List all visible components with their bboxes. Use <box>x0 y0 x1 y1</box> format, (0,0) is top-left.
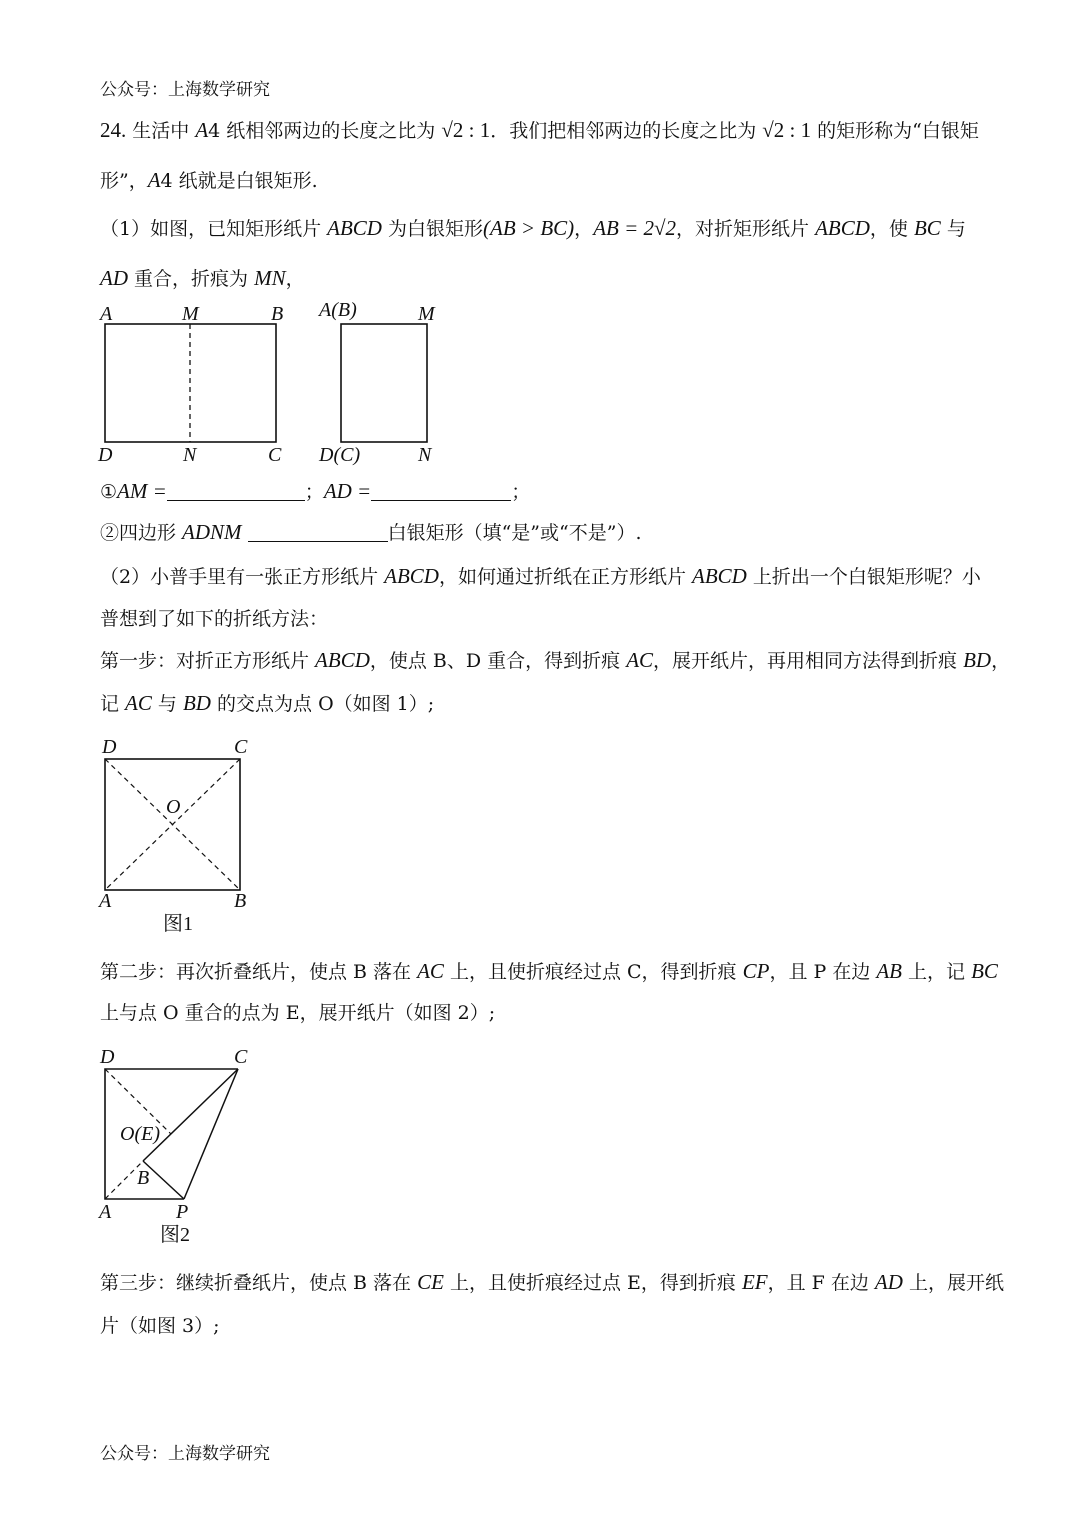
answer-blank-adnm[interactable] <box>248 523 388 542</box>
label-M-folded: M <box>418 303 435 325</box>
ratio-1: √2 : 1 <box>441 118 491 142</box>
fig2-label-B: B <box>137 1167 150 1189</box>
label-M: M <box>182 303 199 325</box>
fig1-caption: 图1 <box>163 913 193 935</box>
label-A-B: A(B) <box>319 299 357 321</box>
fig2-caption: 图2 <box>160 1224 190 1246</box>
step1-line-2: 记 AC 与 BD 的交点为点 O（如图 1）; <box>100 691 435 715</box>
fig2-label-A: A <box>99 1201 112 1223</box>
question-2: ②四边形 ADNM 白银矩形（填“是”或“不是”）. <box>100 520 642 544</box>
footer-source: 公众号：上海数学研究 <box>100 1444 270 1464</box>
part1-line-1: （1）如图，已知矩形纸片 ABCD 为白银矩形(AB > BC)，AB = 2√2，对折矩形纸片 ABCD，使 BC 与 <box>100 216 966 240</box>
fig2-label-C: C <box>234 1046 248 1068</box>
ratio-2: √2 : 1 <box>762 118 812 142</box>
fig2-label-D: D <box>100 1046 115 1068</box>
label-C: C <box>268 444 282 466</box>
step2-line-2: 上与点 O 重合的点为 E，展开纸片（如图 2）; <box>100 1002 496 1024</box>
problem-line-1: 24. 生活中 A4 纸相邻两边的长度之比为 √2 : 1．我们把相邻两边的长度之比为 √2 : 1 的矩形称为“白银矩 <box>100 118 979 142</box>
fig1-label-D: D <box>102 736 117 758</box>
fig1-label-A: A <box>99 890 112 912</box>
label-D-C: D(C) <box>319 444 361 466</box>
step1-line-1: 第一步：对折正方形纸片 ABCD，使点 B、D 重合，得到折痕 AC，展开纸片，再用相同方法得到折痕 BD， <box>100 648 1011 672</box>
fig1-label-B: B <box>234 890 247 912</box>
label-B: B <box>271 303 284 325</box>
step3-line-2: 片（如图 3）; <box>100 1315 220 1337</box>
rectangle-figure <box>100 300 530 470</box>
step3-line-1: 第三步：继续折叠纸片，使点 B 落在 CE 上，且使折痕经过点 E，得到折痕 EF，且 F 在边 AD 上，展开纸 <box>100 1270 1004 1294</box>
label-A: A <box>100 303 113 325</box>
part1-line-2: AD 重合，折痕为 MN， <box>100 266 305 290</box>
label-N: N <box>183 444 197 466</box>
fig1-label-O: O <box>166 796 181 818</box>
label-D: D <box>98 444 113 466</box>
question-1: ①AM = ；AD = ； <box>100 479 531 503</box>
fig1-label-C: C <box>234 736 248 758</box>
answer-blank-am[interactable] <box>167 482 305 501</box>
fig2-label-O-E: O(E) <box>120 1123 160 1145</box>
problem-line-2: 形”，A4 纸就是白银矩形. <box>100 168 318 192</box>
part2-line-2: 普想到了如下的折纸方法： <box>100 608 329 630</box>
figure-1 <box>100 755 250 895</box>
step2-line-1: 第二步：再次折叠纸片，使点 B 落在 AC 上，且使折痕经过点 C，得到折痕 CP，且 P 在边 AB 上，记 BC <box>100 959 998 983</box>
header-source: 公众号：上海数学研究 <box>100 80 270 100</box>
label-N-folded: N <box>418 444 432 466</box>
answer-blank-ad[interactable] <box>371 482 511 501</box>
part2-line-1: （2）小普手里有一张正方形纸片 ABCD，如何通过折纸在正方形纸片 ABCD 上折出一个白银矩形呢？小 <box>100 564 981 588</box>
fig2-label-P: P <box>176 1201 189 1223</box>
